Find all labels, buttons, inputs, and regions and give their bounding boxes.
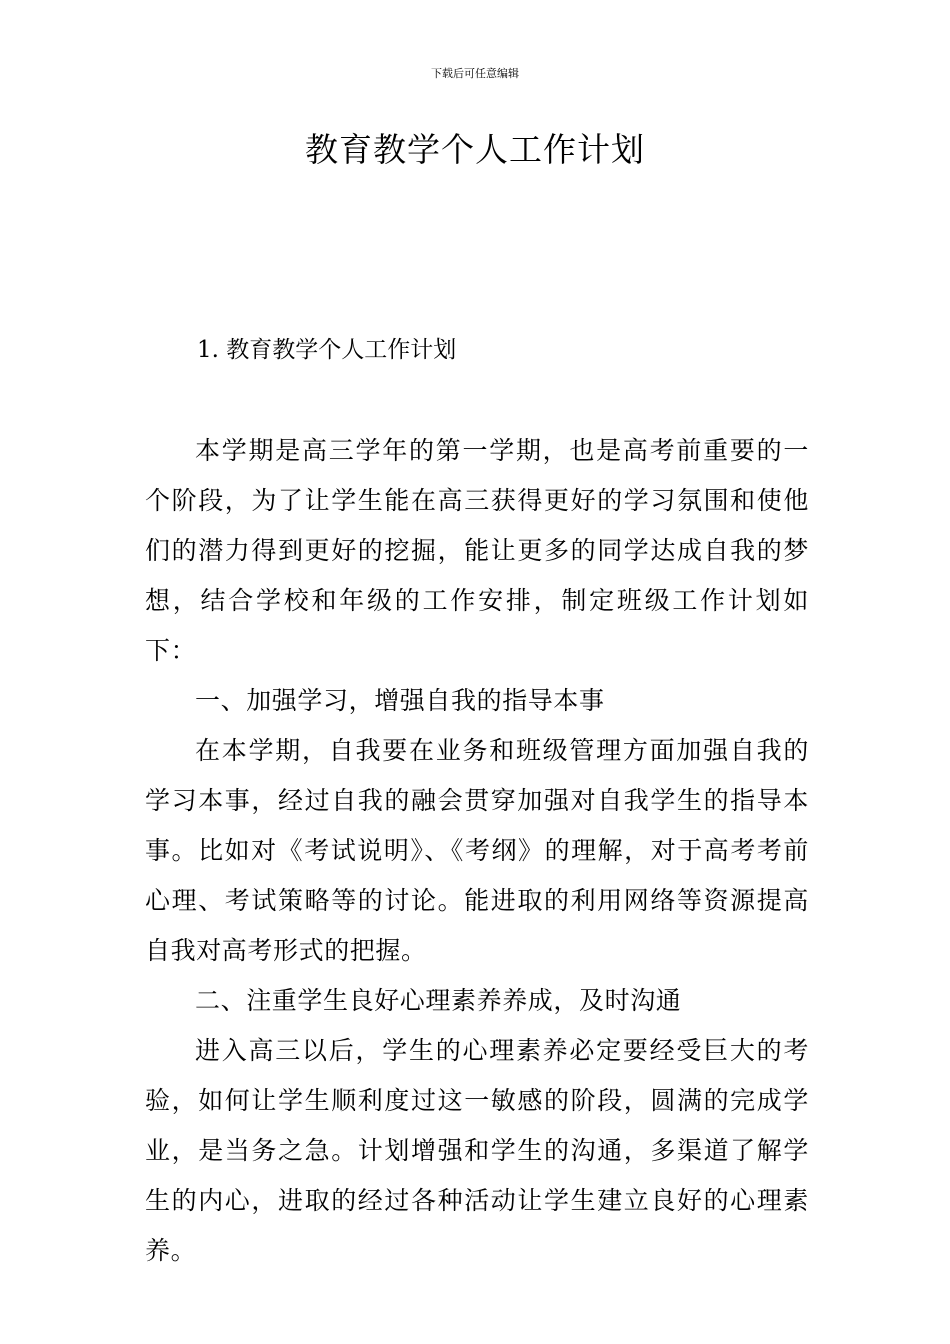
subheading-psychology: 二、注重学生良好心理素养养成，及时沟通 [195,986,682,1015]
document-title: 教育教学个人工作计划 [305,130,645,169]
paragraph-psychology: 进入高三以后，学生的心理素养必定要经受巨大的考验，如何让学生顺利度过这一敏感的阶段，圆满的完成学业，是当务之急。计划增强和学生的沟通，多渠道了解学生的内心，进取的经过各种活动让学生建立良好的心理素养。 [145,1036,809,1265]
subheading-study: 一、加强学习，增强自我的指导本事 [195,686,605,715]
paragraph-intro: 本学期是高三学年的第一学期，也是高考前重要的一个阶段，为了让学生能在高三获得更好的学习氛围和使他们的潜力得到更好的挖掘，能让更多的同学达成自我的梦想，结合学校和年级的工作安排，制定班级工作计划如下： [145,436,809,665]
paragraph-study: 在本学期，自我要在业务和班级管理方面加强自我的学习本事，经过自我的融会贯穿加强对自我学生的指导本事。比如对《考试说明》、《考纲》的理解，对于高考考前心理、考试策略等的讨论。能进取的利用网络等资源提高自我对高考形式的把握。 [145,736,809,965]
document-body [145,426,809,1276]
header-note: 下载后可任意编辑 [431,67,519,80]
section-heading: 1. 教育教学个人工作计划 [197,337,457,363]
